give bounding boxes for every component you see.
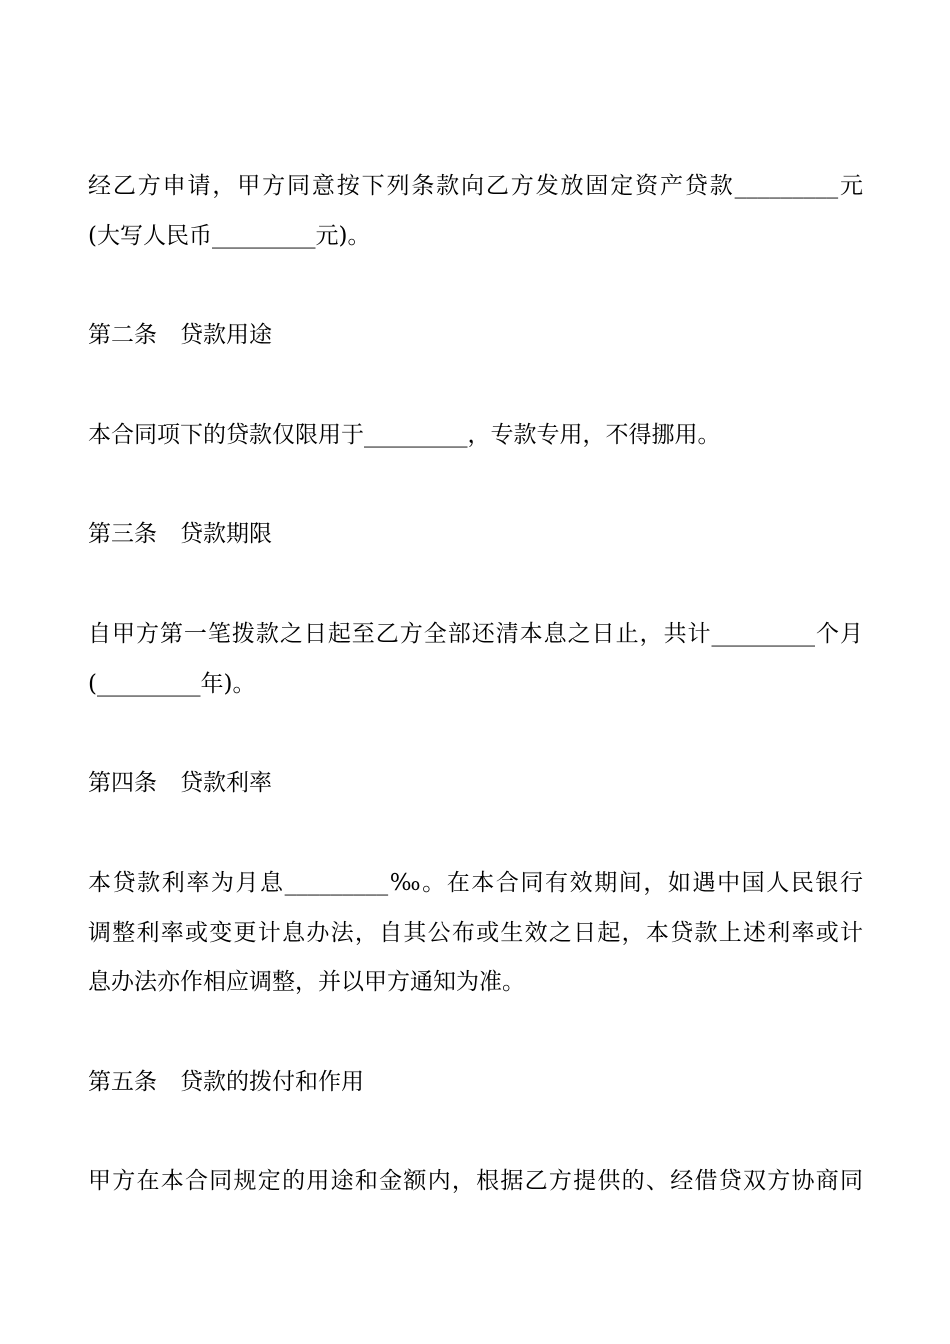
clause-4-heading: 第四条 贷款利率	[88, 770, 272, 796]
clause-3-text-line-2: (_________年)。	[88, 671, 256, 697]
clause-3-heading: 第三条 贷款期限	[88, 521, 272, 547]
clause-2-heading: 第二条 贷款用途	[88, 322, 272, 348]
clause-4-text-line-3: 息办法亦作相应调整，并以甲方通知为准。	[88, 969, 525, 995]
clause-5-heading: 第五条 贷款的拨付和作用	[88, 1069, 364, 1095]
clause-4-text-line-2: 调整利率或变更计息办法，自其公布或生效之日起，本贷款上述利率或计	[88, 920, 863, 946]
clause-5-text-line-1: 甲方在本合同规定的用途和金额内，根据乙方提供的、经借贷双方协商同	[88, 1168, 863, 1194]
clause-4-text-line-1: 本贷款利率为月息_________‰。在本合同有效期间，如遇中国人民银行	[88, 870, 863, 896]
clause-1-text-line-2: (大写人民币_________元)。	[88, 223, 371, 249]
clause-2-text: 本合同项下的贷款仅限用于_________，专款专用，不得挪用。	[88, 422, 721, 448]
clause-1-text-line-1: 经乙方申请，甲方同意按下列条款向乙方发放固定资产贷款_________元	[88, 173, 863, 199]
clause-3-text-line-1: 自甲方第一笔拨款之日起至乙方全部还清本息之日止，共计_________个月	[88, 621, 863, 647]
